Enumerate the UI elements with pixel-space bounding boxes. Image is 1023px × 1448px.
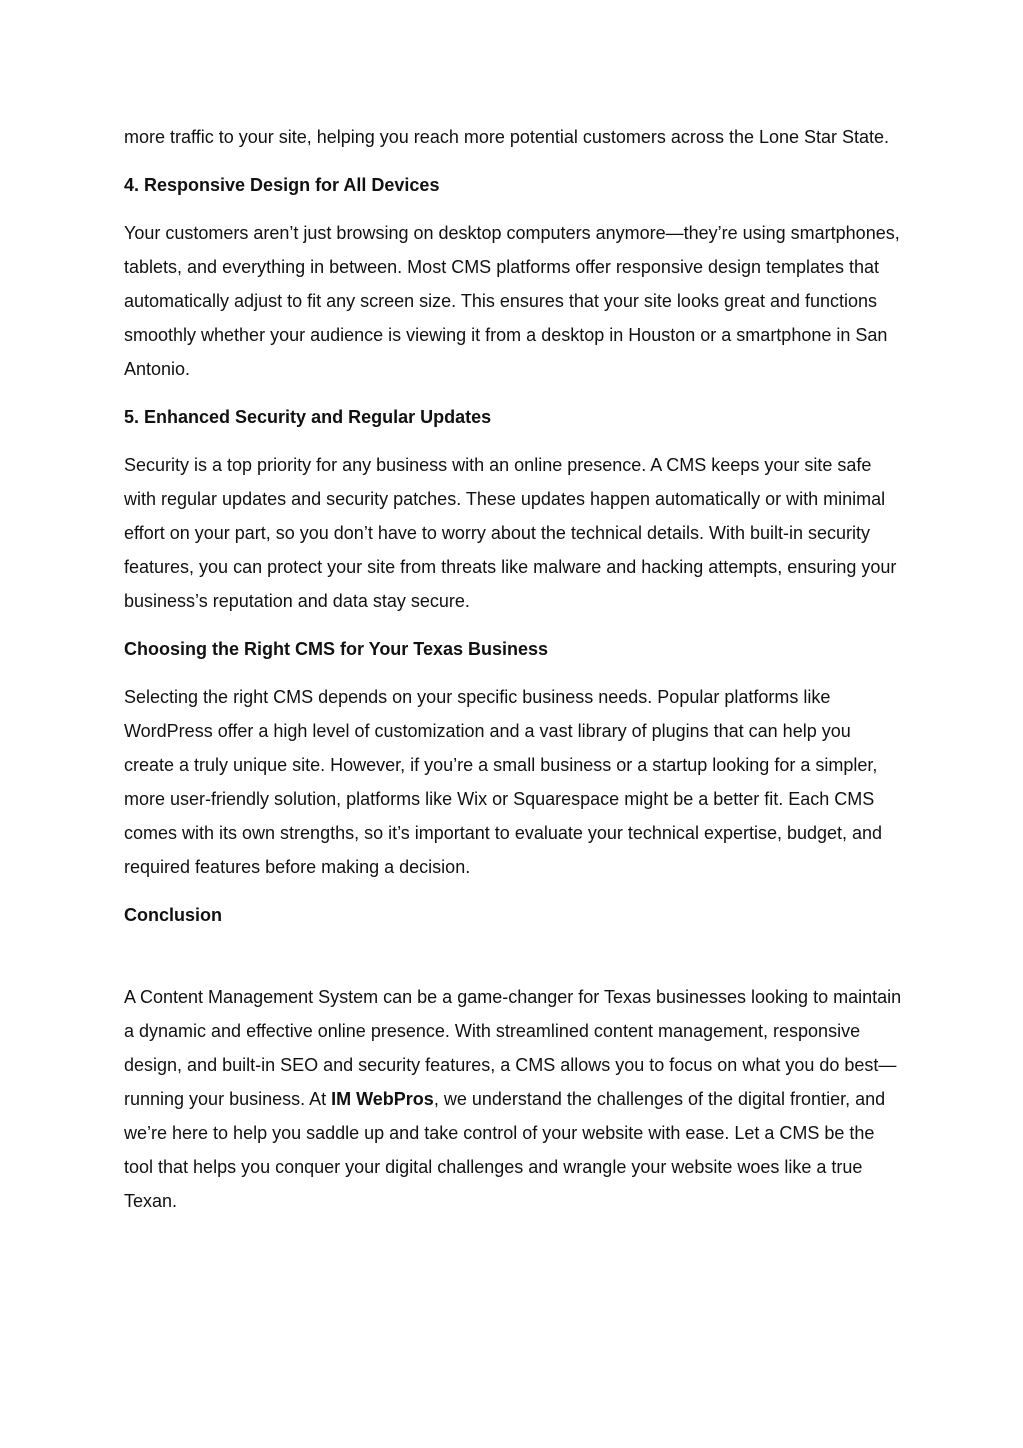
conclusion-text-after: , we understand the challenges of the digital frontier, and we’re here to help you saddle up and take control of your website with ease. Let a CMS be the tool that helps you conquer your digital challenges and wrangle your website woes like a true Texan. <box>124 1089 886 1211</box>
intro-tail-paragraph: more traffic to your site, helping you reach more potential customers across the Lone Star State. <box>124 127 890 147</box>
conclusion-text-before: A Content Management System can be a game-changer for Texas businesses looking to maintain a dynamic and effective online presence. With streamlined content management, responsive design, and built-in SEO and security features, a CMS allows you to focus on what you do best—running your business. At <box>124 987 902 1109</box>
section-body-choosing-cms: Selecting the right CMS depends on your specific business needs. Popular platforms like WordPress offer a high level of customization and a vast library of plugins that can help you create a truly unique site. However, if you’re a small business or a startup looking for a simpler, more user-friendly solution, platforms like Wix or Squarespace might be a better fit. Each CMS comes with its own strengths, so it’s important to evaluate your technical expertise, budget, and required features before making a decision. <box>124 687 883 877</box>
section-body-responsive-design: Your customers aren’t just browsing on desktop computers anymore—they’re using smartphones, tablets, and everything in between. Most CMS platforms offer responsive design templates that automatically adjust to fit any screen size. This ensures that your site looks great and functions smoothly whether your audience is viewing it from a desktop in Houston or a smartphone in San Antonio. <box>124 223 900 379</box>
conclusion-paragraph <box>124 980 904 1218</box>
section-body-security: Security is a top priority for any business with an online presence. A CMS keeps your site safe with regular updates and security patches. These updates happen automatically or with minimal effort on your part, so you don’t have to worry about the technical details. With built-in security features, you can protect your site from threats like malware and hacking attempts, ensuring your business’s reputation and data stay secure. <box>124 455 897 611</box>
brand-name: IM WebPros <box>331 1089 434 1109</box>
section-heading-choosing-cms: Choosing the Right CMS for Your Texas Business <box>124 639 549 659</box>
section-heading-responsive-design: 4. Responsive Design for All Devices <box>124 175 440 195</box>
section-heading-security: 5. Enhanced Security and Regular Updates <box>124 407 492 427</box>
conclusion-heading: Conclusion <box>124 905 222 925</box>
document-page <box>124 120 904 1232</box>
